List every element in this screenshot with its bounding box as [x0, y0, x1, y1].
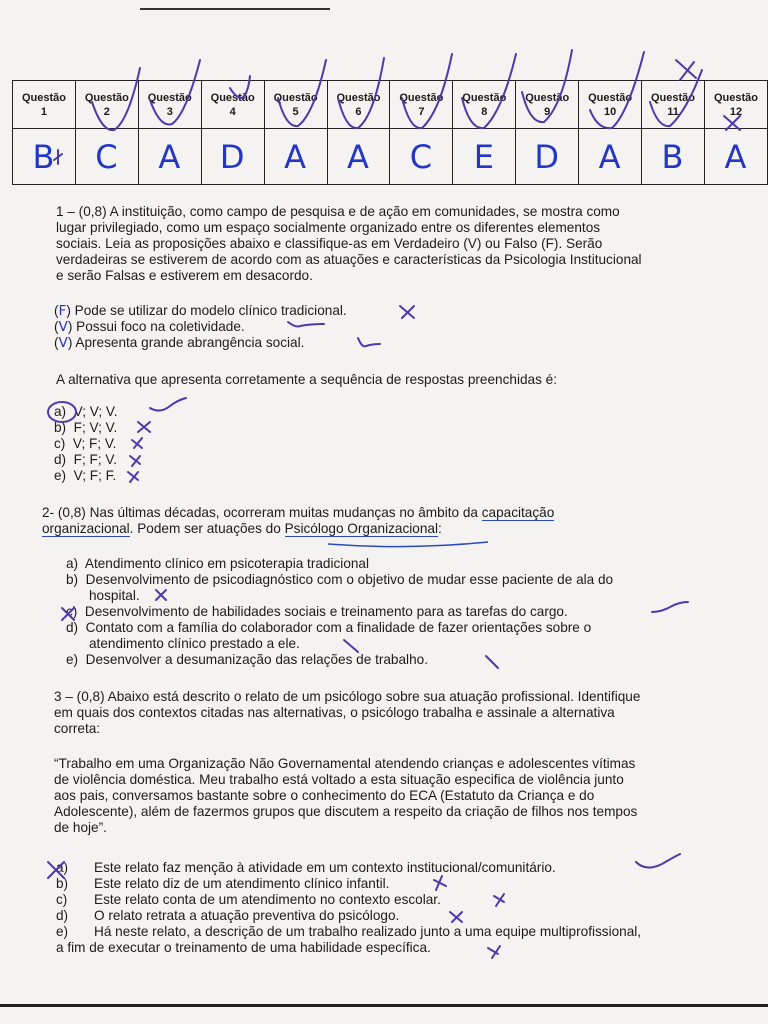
q1-option-b[interactable]: b) F; V; V.	[54, 420, 118, 435]
q1-option-e[interactable]: e) V; F; F.	[54, 468, 117, 483]
answer-cell-3[interactable]: A	[138, 129, 201, 185]
q2-statement-line: 2- (0,8) Nas últimas décadas, ocorreram muitas mudanças no âmbito da capacitação	[42, 505, 555, 520]
answer-cell-11[interactable]: B	[642, 129, 705, 185]
answer-cell-4[interactable]: D	[201, 129, 264, 185]
grid-header-9: Questão 9	[516, 81, 579, 129]
q1-statement-line: verdadeiras se estiverem de acordo com as atuações e características da Psicologia Institucional	[56, 252, 642, 267]
q3-option-e[interactable]: e) Há neste relato, a descrição de um trabalho realizado junto a uma equipe multiprofissional,	[56, 924, 642, 939]
q1-proposition[interactable]: (V) Apresenta grande abrangência social.	[54, 335, 305, 351]
grid-header-5: Questão 5	[264, 81, 327, 129]
answer-cell-2[interactable]: C	[75, 129, 138, 185]
q3-option-a[interactable]: a) Este relato faz menção à atividade em um contexto institucional/comunitário.	[56, 860, 556, 875]
q3-option-d[interactable]: d) O relato retrata a atuação preventiva do psicólogo.	[56, 908, 400, 923]
grid-header-3: Questão 3	[138, 81, 201, 129]
q1-statement-line: lugar privilegiado, como um espaço socialmente organizado entre os diferentes elementos	[56, 220, 601, 235]
grid-header-11: Questão 11	[642, 81, 705, 129]
q3-statement: 3 – (0,8) Abaixo está descrito o relato de um psicólogo sobre sua atuação profissional. Identifique em quais dos contextos citadas nas alternativas, o psicólogo trabalha e assinale a alternativa correta:	[54, 689, 641, 736]
answer-grid	[12, 80, 768, 185]
q1-option-d[interactable]: d) F; F; V.	[54, 452, 117, 467]
x-mark-icon	[676, 60, 696, 80]
q3-options	[56, 860, 736, 956]
answer-cell-1[interactable]: B	[13, 129, 76, 185]
answer-cell-6[interactable]: A	[327, 129, 390, 185]
answer-cell-7[interactable]: C	[390, 129, 453, 185]
grid-header-10: Questão 10	[579, 81, 642, 129]
q1-options	[54, 404, 254, 484]
grid-header-2: Questão 2	[75, 81, 138, 129]
underlined-term: capacitação	[481, 505, 555, 520]
q1-statement	[56, 204, 732, 284]
grid-header-12: Questão 12	[704, 81, 767, 129]
q2-statement	[42, 505, 730, 537]
q2-option-e[interactable]: e) Desenvolver a desumanização das relações de trabalho.	[66, 652, 428, 667]
prop-mark: V	[58, 335, 68, 351]
q2-option-b[interactable]: b) Desenvolvimento de psicodiagnóstico com o objetivo de mudar esse paciente de ala do	[66, 572, 614, 587]
q1-proposition[interactable]: (F) Pode se utilizar do modelo clínico tradicional.	[54, 303, 347, 319]
q1-propositions	[54, 303, 494, 351]
answer-cell-5[interactable]: A	[264, 129, 327, 185]
q2-option-d-cont: atendimento clínico prestado a ele.	[89, 636, 300, 651]
grid-header-1: Questão 1	[13, 81, 76, 129]
grid-header-4: Questão 4	[201, 81, 264, 129]
q1-statement-line: 1 – (0,8) A instituição, como campo de pesquisa e de ação em comunidades, se mostra como	[56, 204, 620, 219]
q1-statement-line: e serão Falsas e estiverem em desacordo.	[56, 268, 313, 283]
underlined-term: Psicólogo Organizacional	[284, 521, 438, 536]
q2-option-b-cont: hospital.	[89, 588, 140, 603]
q3-option-c[interactable]: c) Este relato conta de um atendimento no contexto escolar.	[56, 892, 441, 907]
answer-cell-8[interactable]: E	[453, 129, 516, 185]
q1-statement-line: sociais. Leia as proposições abaixo e classifique-as em Verdadeiro (V) ou Falso (F). Serão	[56, 236, 603, 251]
prop-mark: V	[58, 319, 68, 335]
q1-proposition[interactable]: (V) Possui foco na coletividade.	[54, 319, 245, 335]
q1-prompt: A alternativa que apresenta corretamente a sequência de respostas preenchidas é:	[56, 372, 558, 387]
answer-cell-12[interactable]: A	[704, 129, 767, 185]
answer-cell-10[interactable]: A	[579, 129, 642, 185]
q2-options	[66, 556, 730, 668]
underline-mark	[328, 542, 488, 547]
q3-option-b[interactable]: b) Este relato diz de um atendimento clínico infantil.	[56, 876, 390, 891]
q3-quote: “Trabalho em uma Organização Não Governamental atendendo crianças e adolescentes vítimas de violência doméstica. Meu trabalho está voltado a esta situação especifica de violência junto aos pais, conversamos bastante sobre o conhecimento do ECA (Estatuto da Criança e do Adolescente), além de fazermos grupos que discutem a respeito da criação de filhos nos tempos de hoje”.	[54, 756, 638, 835]
q2-option-d[interactable]: d) Contato com a família do colaborador com a finalidade de fazer orientações sobre o	[66, 620, 592, 635]
bottom-rule	[0, 1004, 768, 1007]
q2-statement-line: organizacional. Podem ser atuações do Psicólogo Organizacional:	[42, 521, 442, 536]
grid-header-8: Questão 8	[453, 81, 516, 129]
underlined-term: organizacional	[42, 521, 130, 536]
grid-header-7: Questão 7	[390, 81, 453, 129]
grid-header-6: Questão 6	[327, 81, 390, 129]
prop-mark: F	[58, 303, 67, 319]
top-rule	[140, 8, 330, 10]
q2-option-c[interactable]: c) Desenvolvimento de habilidades sociais e treinamento para as tarefas do cargo.	[66, 604, 568, 619]
q2-option-a[interactable]: a) Atendimento clínico em psicoterapia tradicional	[66, 556, 370, 571]
q1-option-c[interactable]: c) V; F; V.	[54, 436, 117, 451]
answer-cell-9[interactable]: D	[516, 129, 579, 185]
q3-option-e-cont: a fim de executar o treinamento de uma habilidade específica.	[56, 940, 431, 955]
answer-grid-header-row	[13, 81, 768, 129]
answer-grid-answer-row	[13, 129, 768, 185]
q1-option-a[interactable]: a) V; V; V.	[54, 404, 118, 419]
